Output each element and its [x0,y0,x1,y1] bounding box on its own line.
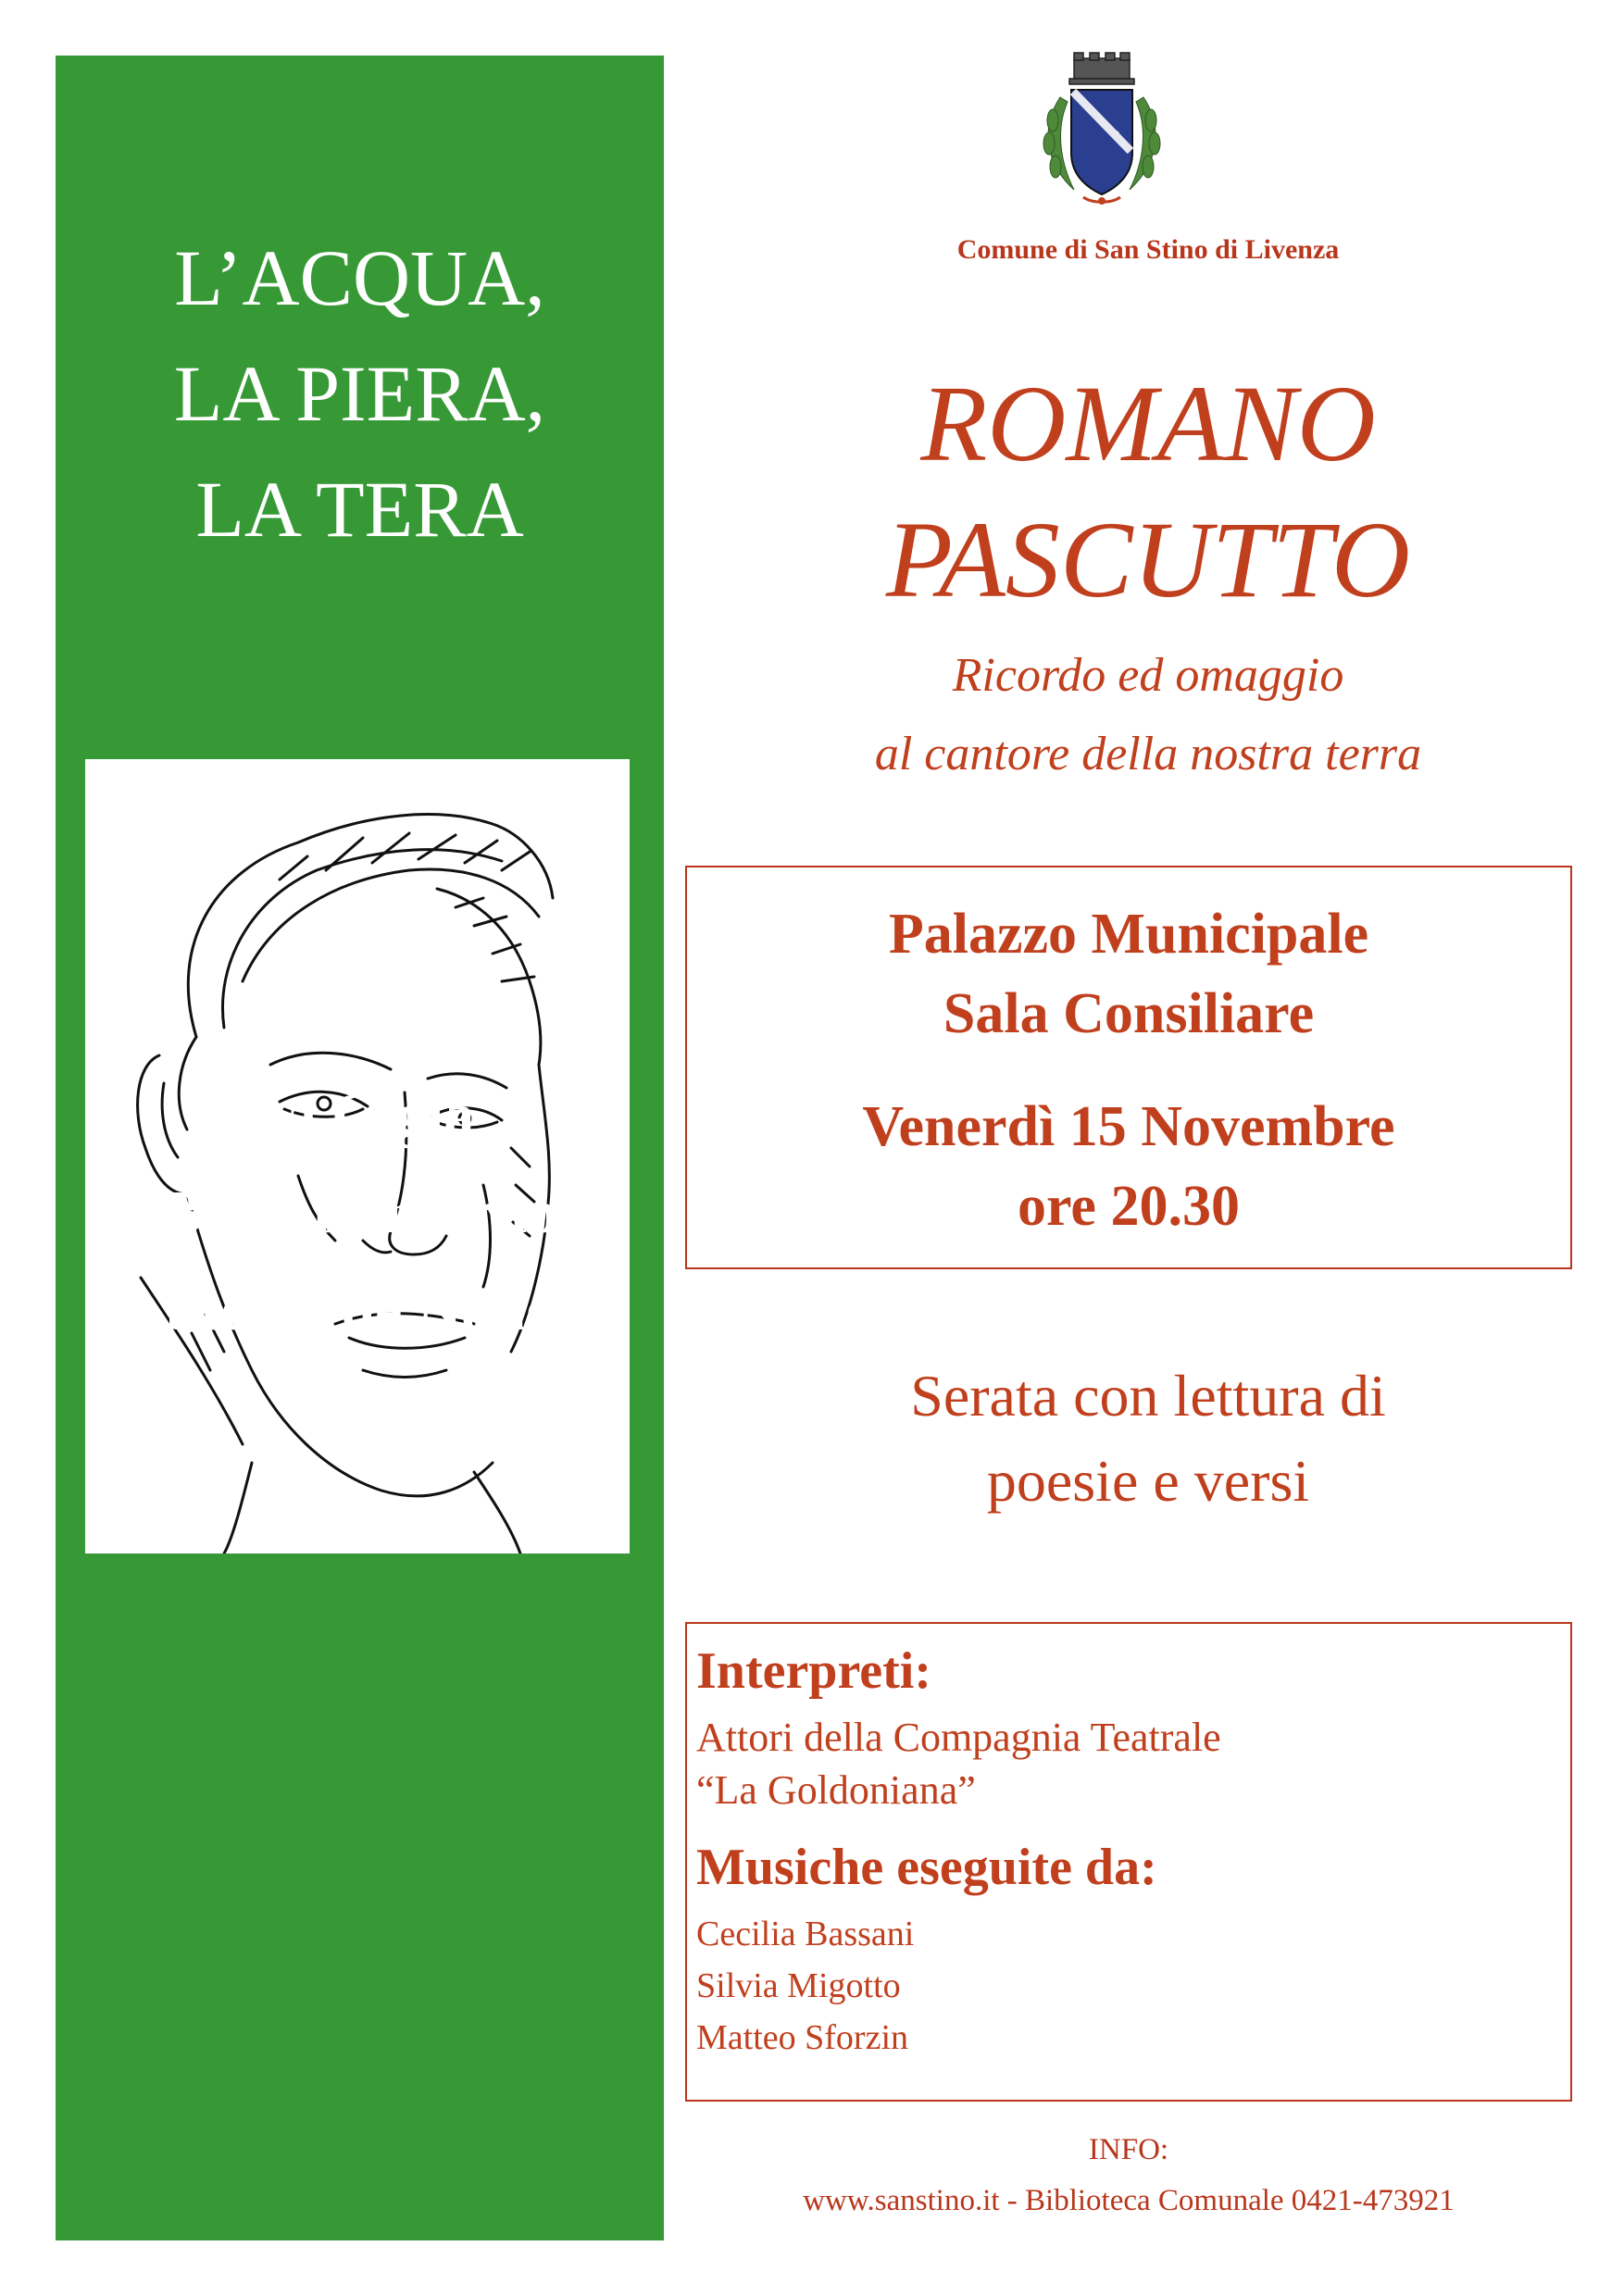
panel-title-line-2: LA PIERA, [173,349,546,438]
interpreti-heading: Interpreti: [696,1642,931,1700]
honoree-first-name: ROMANO [920,363,1376,484]
venue-place-1: Palazzo Municipale [888,903,1369,966]
info-contact[interactable]: www.sanstino.it - Biblioteca Comunale 0421-473921 [803,2184,1455,2217]
green-side-panel [56,56,664,2240]
interpreti-line-1: Attori della Compagnia Teatrale [696,1715,1221,1760]
venue-box [685,866,1572,1269]
musician-2: Silvia Migotto [696,1966,901,2005]
portrait-sketch-icon [85,759,630,1554]
musician-1: Cecilia Bassani [696,1915,915,1953]
credits-box [685,1622,1572,2102]
event-time: ore 20.30 [1018,1175,1240,1238]
event-description-1: Serata con lettura di [910,1363,1386,1429]
venue-place-2: Sala Consiliare [943,982,1315,1045]
portrait-illustration [85,759,630,1554]
panel-title-line-3: LA TERA [195,465,524,554]
subtitle-line-1: Ricordo ed omaggio [952,649,1344,702]
event-date: Venerdì 15 Novembre [862,1095,1395,1158]
work-title-3: Storia de Nane [166,1276,554,1343]
info-label: INFO: [1088,2133,1169,2166]
comune-name: Comune di San Stino di Livenza [956,234,1340,265]
musiche-heading: Musiche eseguite da: [696,1839,1157,1896]
interpreti-line-2: “La Goldoniana” [696,1767,976,1813]
panel-title-line-1: L’ACQUA, [174,233,545,322]
honoree-last-name: PASCUTTO [885,499,1411,620]
work-title-2: Birt all’inferno [161,1179,558,1246]
musician-3: Matteo Sforzin [696,2018,909,2057]
subtitle-line-2: al cantore della nostra terra [874,728,1422,780]
work-title-1: La Gigia [244,1081,475,1149]
municipal-crest-icon [1032,51,1171,213]
event-description-2: poesie e versi [986,1448,1310,1514]
